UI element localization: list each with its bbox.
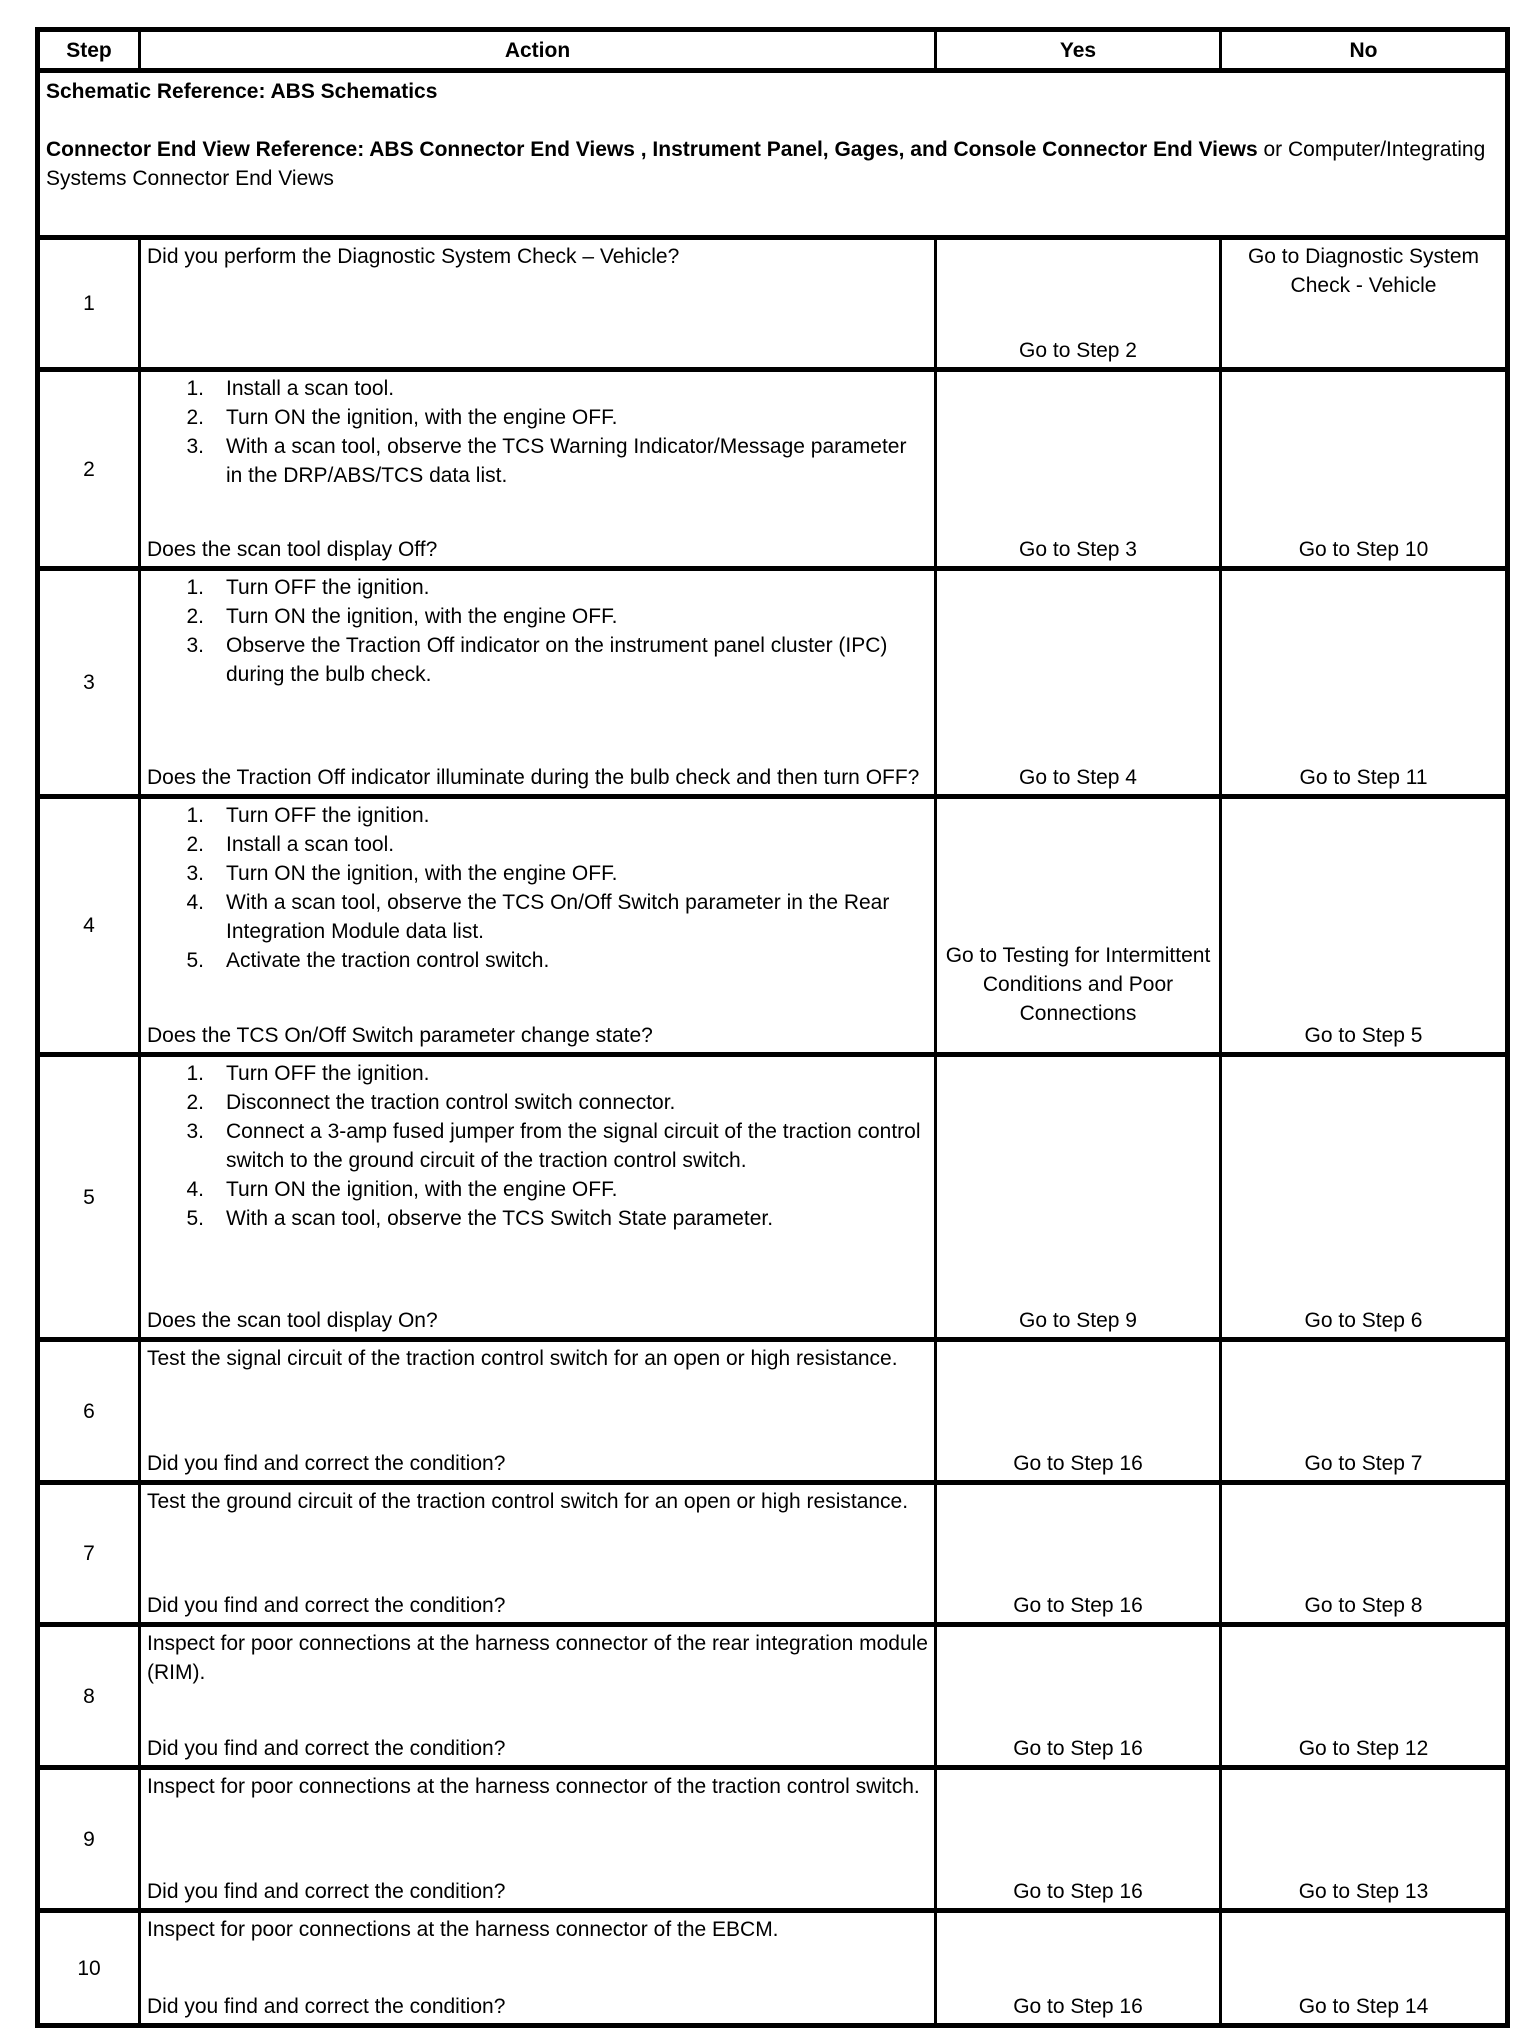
step-number: 2 [38, 370, 140, 569]
action-item [147, 946, 928, 975]
action-item [147, 830, 928, 859]
action-question: Did you find and correct the condition? [147, 1880, 506, 1903]
action-cell [140, 1483, 936, 1625]
item-text: Install a scan tool. [226, 833, 395, 856]
header-yes: Yes [936, 30, 1221, 71]
item-number: 3. [186, 862, 204, 885]
item-number: 5. [186, 949, 204, 972]
header-action: Action [140, 30, 936, 71]
item-text: Turn OFF the ignition. [226, 576, 430, 599]
yes-result [936, 1768, 1221, 1911]
action-item [147, 374, 928, 403]
connector-reference-rest: or Computer/Integrating Systems Connector End Views [46, 138, 1486, 190]
step-number: 6 [38, 1340, 140, 1483]
no-link[interactable]: Go to Step 12 [1298, 1737, 1429, 1760]
yes-result [936, 238, 1221, 370]
yes-link[interactable]: Go to Step 4 [1019, 766, 1137, 789]
table-row [38, 1340, 1508, 1483]
reference-cell [38, 71, 1508, 238]
item-number: 2. [186, 833, 204, 856]
item-number: 2. [186, 1091, 204, 1114]
action-item [147, 801, 928, 830]
action-intro: Inspect for poor connections at the harness connector of the rear integration module (RIM). [147, 1632, 928, 1684]
item-number: 4. [186, 891, 204, 914]
item-text: Install a scan tool. [226, 377, 395, 400]
action-cell [140, 797, 936, 1055]
item-number: 1. [186, 804, 204, 827]
yes-result [936, 1340, 1221, 1483]
table-row [38, 797, 1508, 1055]
yes-result [936, 569, 1221, 797]
action-steps [147, 801, 928, 975]
action-steps [147, 1059, 928, 1233]
yes-result [936, 1625, 1221, 1768]
action-cell [140, 370, 936, 569]
action-question: Did you find and correct the condition? [147, 1737, 506, 1760]
action-question: Does the scan tool display On? [147, 1309, 438, 1332]
action-item [147, 888, 928, 946]
no-link[interactable]: Go to Diagnostic System Check - Vehicle [1247, 245, 1480, 297]
table-row [38, 1055, 1508, 1340]
no-result [1221, 1055, 1508, 1340]
no-link[interactable]: Go to Step 13 [1298, 1880, 1429, 1903]
item-text: Turn ON the ignition, with the engine OFF. [226, 862, 618, 885]
action-question: Does the TCS On/Off Switch parameter change state? [147, 1024, 653, 1047]
no-result [1221, 370, 1508, 569]
yes-link[interactable]: Go to Step 16 [1013, 1880, 1143, 1903]
no-result [1221, 1625, 1508, 1768]
action-item [147, 859, 928, 888]
item-text: Observe the Traction Off indicator on the instrument panel cluster (IPC) during the bulb check. [226, 634, 888, 686]
action-item [147, 1204, 928, 1233]
action-cell [140, 1055, 936, 1340]
item-text: Turn ON the ignition, with the engine OFF. [226, 406, 618, 429]
table-row [38, 1768, 1508, 1911]
step-number: 10 [38, 1911, 140, 2026]
no-result [1221, 1768, 1508, 1911]
action-item [147, 573, 928, 602]
action-cell [140, 1340, 936, 1483]
step-number: 1 [38, 238, 140, 370]
yes-result [936, 797, 1221, 1055]
action-steps [147, 573, 928, 689]
table-row [38, 1625, 1508, 1768]
no-link[interactable]: Go to Step 6 [1304, 1309, 1423, 1332]
no-link[interactable]: Go to Step 7 [1304, 1452, 1423, 1475]
no-result [1221, 1911, 1508, 2026]
step-number: 9 [38, 1768, 140, 1911]
action-item [147, 432, 928, 490]
action-intro: Did you perform the Diagnostic System Check – Vehicle? [147, 245, 680, 268]
item-text: With a scan tool, observe the TCS Warning Indicator/Message parameter in the DRP/ABS/TCS data list. [226, 435, 907, 487]
item-number: 3. [186, 634, 204, 657]
reference-row [38, 71, 1508, 238]
schematic-reference: Schematic Reference: ABS Schematics [46, 80, 438, 103]
action-item [147, 1059, 928, 1088]
yes-link[interactable]: Go to Step 16 [1013, 1594, 1143, 1617]
step-number: 4 [38, 797, 140, 1055]
table-row [38, 1483, 1508, 1625]
no-result [1221, 569, 1508, 797]
item-text: With a scan tool, observe the TCS On/Off Switch parameter in the Rear Integration Module data list. [226, 891, 890, 943]
item-number: 1. [186, 377, 204, 400]
action-intro: Test the signal circuit of the traction control switch for an open or high resistance. [147, 1347, 898, 1370]
yes-link[interactable]: Go to Step 9 [1019, 1309, 1137, 1332]
yes-result [936, 1911, 1221, 2026]
item-text: Connect a 3-amp fused jumper from the signal circuit of the traction control switch to the ground circuit of the traction control switch. [226, 1120, 921, 1172]
action-item [147, 1175, 928, 1204]
no-result [1221, 1483, 1508, 1625]
yes-link[interactable]: Go to Step 16 [1013, 1452, 1143, 1475]
step-number: 8 [38, 1625, 140, 1768]
action-question: Did you find and correct the condition? [147, 1995, 506, 2018]
action-item [147, 602, 928, 631]
item-number: 2. [186, 605, 204, 628]
action-intro: Inspect for poor connections at the harness connector of the traction control switch. [147, 1775, 920, 1798]
item-number: 2. [186, 406, 204, 429]
action-cell [140, 569, 936, 797]
header-no: No [1221, 30, 1508, 71]
yes-link[interactable]: Go to Step 3 [1019, 538, 1137, 561]
table-row [38, 370, 1508, 569]
no-link[interactable]: Go to Step 10 [1298, 538, 1429, 561]
action-cell [140, 1768, 936, 1911]
item-text: Turn OFF the ignition. [226, 1062, 430, 1085]
action-item [147, 1117, 928, 1175]
yes-result [936, 1483, 1221, 1625]
yes-result [936, 1055, 1221, 1340]
item-text: Turn OFF the ignition. [226, 804, 430, 827]
item-text: With a scan tool, observe the TCS Switch State parameter. [226, 1207, 774, 1230]
step-number: 3 [38, 569, 140, 797]
table-row [38, 238, 1508, 370]
table-row [38, 569, 1508, 797]
no-result [1221, 1340, 1508, 1483]
step-number: 7 [38, 1483, 140, 1625]
action-intro: Test the ground circuit of the traction control switch for an open or high resistance. [147, 1490, 909, 1513]
no-link[interactable]: Go to Step 14 [1298, 1995, 1429, 2018]
action-question: Does the scan tool display Off? [147, 538, 438, 561]
table-row [38, 1911, 1508, 2026]
no-link[interactable]: Go to Step 8 [1304, 1594, 1423, 1617]
connector-reference: Connector End View Reference: ABS Connector End Views , Instrument Panel, Gages, and Console Connector End Views [46, 138, 1258, 161]
action-steps [147, 374, 928, 490]
action-cell [140, 1911, 936, 2026]
item-text: Turn ON the ignition, with the engine OFF. [226, 1178, 618, 1201]
item-number: 4. [186, 1178, 204, 1201]
action-item [147, 403, 928, 432]
yes-result [936, 370, 1221, 569]
yes-link[interactable]: Go to Step 16 [1013, 1995, 1143, 2018]
item-number: 1. [186, 1062, 204, 1085]
action-question: Did you find and correct the condition? [147, 1594, 506, 1617]
action-intro: Inspect for poor connections at the harness connector of the EBCM. [147, 1918, 779, 1941]
item-number: 5. [186, 1207, 204, 1230]
step-number: 5 [38, 1055, 140, 1340]
item-number: 1. [186, 576, 204, 599]
header-step: Step [38, 30, 140, 71]
item-number: 3. [186, 435, 204, 458]
item-text: Disconnect the traction control switch connector. [226, 1091, 676, 1114]
action-item [147, 1088, 928, 1117]
action-cell [140, 1625, 936, 1768]
no-link[interactable]: Go to Step 11 [1299, 766, 1428, 789]
no-link[interactable]: Go to Step 5 [1304, 1024, 1423, 1047]
item-text: Turn ON the ignition, with the engine OFF. [226, 605, 618, 628]
no-result [1221, 238, 1508, 370]
yes-link[interactable]: Go to Step 2 [1019, 339, 1137, 362]
yes-link[interactable]: Go to Testing for Intermittent Conditions and Poor Connections [945, 944, 1211, 1025]
action-cell [140, 238, 936, 370]
item-text: Activate the traction control switch. [226, 949, 550, 972]
action-question: Does the Traction Off indicator illuminate during the bulb check and then turn OFF? [147, 766, 920, 789]
action-item [147, 631, 928, 689]
item-number: 3. [186, 1120, 204, 1143]
diagnostic-table [35, 27, 1510, 2028]
no-result [1221, 797, 1508, 1055]
action-question: Did you find and correct the condition? [147, 1452, 506, 1475]
yes-link[interactable]: Go to Step 16 [1013, 1737, 1143, 1760]
header-row [38, 30, 1508, 71]
